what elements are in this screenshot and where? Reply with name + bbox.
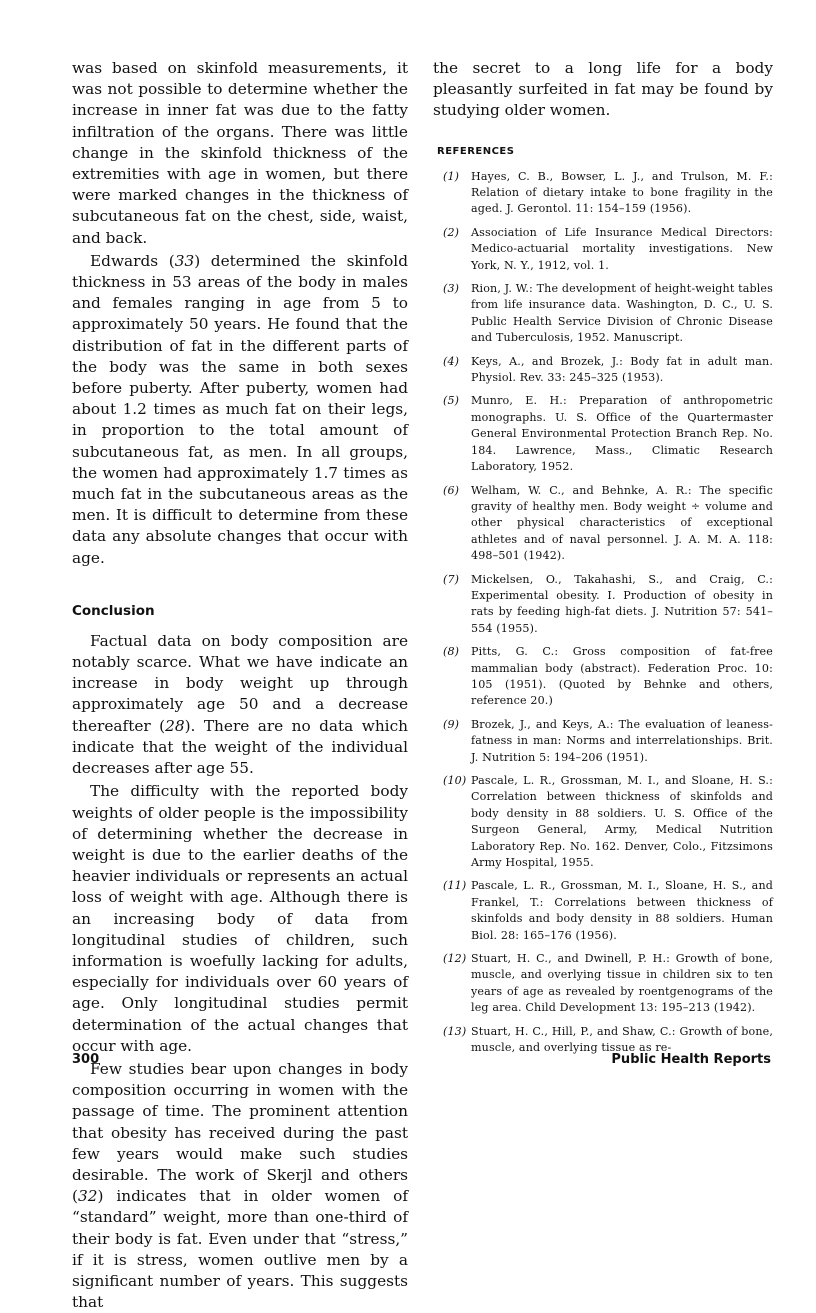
reference-number: (2) [443,225,460,239]
paragraph-few-studies [72,1059,408,1313]
reference-text: Keys, A., and Brozek, J.: Body fat in adult man. Physiol. Rev. 33: 245–325 (1953). [471,354,773,385]
reference-number: (11) [443,879,467,893]
reference-item [433,572,773,638]
reference-item [433,225,773,274]
reference-number: (13) [443,1024,467,1038]
reference-number: (3) [443,282,460,296]
reference-item [433,644,773,710]
text-span: ) indicates that in older women of “standard” weight, more than one-third of their body is fat. Even under that “stress,” if it is stress, women outlive men by a significant number of years. This suggests that [72,1187,408,1312]
paragraph-edwards [72,251,408,569]
citation: 28 [165,716,185,735]
reference-text: Stuart, H. C., Hill, P., and Shaw, C.: Growth of bone, muscle, and overlying tissue as re- [471,1024,773,1055]
reference-number: (7) [443,572,460,586]
reference-number: (5) [443,394,460,408]
text-span: ) determined the skinfold thickness in 53 areas of the body in males and females ranging in age from 5 to approximately 50 years. He found that the distribution of fat in the different parts of the body was the same in both sexes before puberty. After puberty, women had about 1.2 times as much fat on their legs, in proportion to the total amount of subcutaneous fat, as men. In all groups, the women had approximately 1.7 times as much fat in the subcutaneous areas as the men. It is difficult to determine from these data any absolute changes that occur with age. [72,251,408,567]
text-span: Edwards ( [90,251,175,270]
paragraph-continued: the secret to a long life for a body pleasantly surfeited in fat may be found by studying older women. [433,59,773,120]
page-number: 300 [72,1052,100,1067]
reference-text: Mickelsen, O., Takahashi, S., and Craig, C.: Experimental obesity. I. Production of obesity in rats by feeding high-fat diets. J. Nutrition 57: 541–554 (1955). [471,572,773,635]
reference-number: (6) [443,483,460,497]
reference-item [433,773,773,871]
paragraph-difficulty: The difficulty with the reported body weights of older people is the impossibility of determining whether the decrease in weight is due to the earlier deaths of the heavier individuals or represents an actual loss of weight with age. Although there is an increasing body of data from longitudinal studies of children, such information is woefully lacking for adults, especially for individuals over 60 years of age. Only longitudinal studies permit determination of the actual changes that occur with age. [72,782,408,1055]
reference-number: (4) [443,354,460,368]
reference-item [433,878,773,944]
right-column [433,58,773,1064]
left-column [72,58,408,1313]
reference-text: Welham, W. C., and Behnke, A. R.: The specific gravity of healthy men. Body weight ÷ volume and other physical characteristics of exceptional athletes and of naval personnel. J. A. M. A. 118: 498–501 (1942). [471,483,773,563]
reference-number: (8) [443,645,460,659]
reference-number: (1) [443,169,460,183]
journal-title: Public Health Reports [611,1052,771,1067]
reference-text: Munro, E. H.: Preparation of anthropometric monographs. U. S. Office of the Quartermaster General Environmental Protection Branch Rep. No. 184. Lawrence, Mass., Climatic Research Laboratory, 1952. [471,394,773,474]
reference-text: Pitts, G. C.: Gross composition of fat-free mammalian body (abstract). Federation Proc. 10: 105 (1951). (Quoted by Behnke and others, reference 20.) [471,645,773,708]
reference-text: Rion, J. W.: The development of height-weight tables from life insurance data. Washington, D. C., U. S. Public Health Service Division of Chronic Disease and Tuberculosis, 1952. Manuscript. [471,282,773,345]
reference-text: Brozek, J., and Keys, A.: The evaluation of leaness-fatness in man: Norms and interrelationships. Brit. J. Nutrition 5: 194–206 (1951). [471,717,773,764]
references-heading: REFERENCES [437,145,515,157]
text-span: Few studies bear upon changes in body composition occurring in women with the passage of time. The prominent attention that obesity has received during the past few years would make such studies desirable. The work of Skerjl and others ( [72,1059,408,1206]
reference-item [433,393,773,475]
reference-item [433,717,773,766]
reference-number: (9) [443,717,460,731]
reference-item [433,281,773,347]
reference-number: (12) [443,952,467,966]
reference-text: Hayes, C. B., Bowser, L. J., and Trulson, M. F.: Relation of dietary intake to bone fragility in the aged. J. Gerontol. 11: 154–159 (1956). [471,169,773,216]
text-span: ). There are no data which indicate that the weight of the individual decreases after age 55. [72,716,408,778]
citation: 33 [174,251,195,270]
reference-text: Pascale, L. R., Grossman, M. I., Sloane, H. S., and Frankel, T.: Correlations between thickness of skinfolds and body density in 88 soldiers. Human Biol. 28: 165–176 (1956). [471,879,773,942]
paragraph-factual-data [72,631,408,779]
reference-text: Pascale, L. R., Grossman, M. I., and Sloane, H. S.: Correlation between thickness of skinfolds and body density in 88 soldiers. U. S. Office of the Surgeon General, Army, Medical Nutrition Laboratory Rep. No. 162. Denver, Colo., Fitzsimons Army Hospital, 1955. [471,774,773,870]
reference-text: Association of Life Insurance Medical Directors: Medico-actuarial mortality investigations. New York, N. Y., 1912, vol. 1. [471,225,773,272]
reference-list [433,169,773,1057]
text-span: Factual data on body composition are notably scarce. What we have indicate an increase in body weight up through approximately age 50 and a decrease thereafter ( [72,631,408,735]
reference-item [433,354,773,387]
paragraph-intro-continued: was based on skinfold measurements, it was not possible to determine whether the increase in inner fat was due to the fatty infiltration of the organs. There was little change in the skinfold thickness of the extremities with age in women, but there were marked changes in the thickness of subcutaneous fat on the chest, side, waist, and back. [72,59,408,247]
citation: 32 [77,1187,98,1206]
reference-number: (10) [443,774,467,788]
reference-item [433,169,773,218]
reference-item [433,483,773,565]
reference-item [433,951,773,1017]
conclusion-heading: Conclusion [72,602,155,619]
reference-text: Stuart, H. C., and Dwinell, P. H.: Growth of bone, muscle, and overlying tissue in children six to ten years of age as revealed by roentgenograms of the leg area. Child Development 13: 195–213 (1942). [471,952,773,1015]
